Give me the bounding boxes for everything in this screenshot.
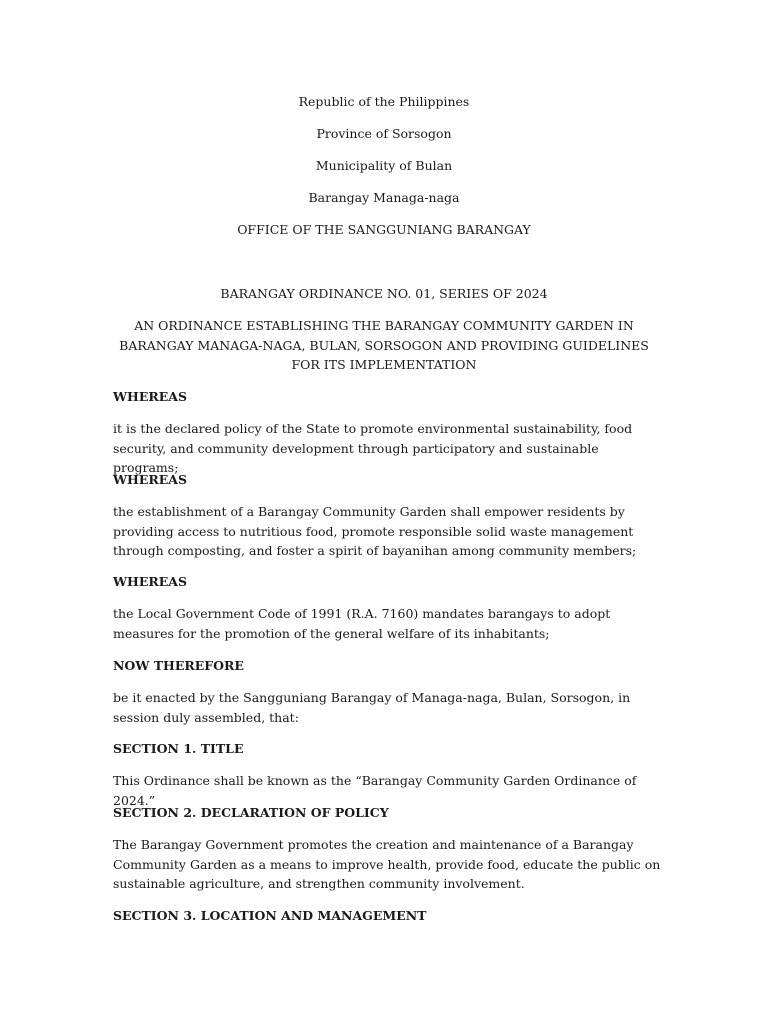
section-3-heading: SECTION 3. LOCATION AND MANAGEMENT	[113, 908, 427, 923]
letterhead-municipality: Municipality of Bulan	[315, 158, 453, 173]
section-1-text: This Ordinance shall be known as the “Barangay Community Garden Ordinance of 2024.”	[113, 773, 637, 808]
whereas-1-heading: WHEREAS	[113, 389, 188, 404]
whereas-3-heading: WHEREAS	[113, 574, 188, 589]
whereas-2-heading: WHEREAS	[113, 472, 188, 487]
letterhead-republic: Republic of the Philippines	[298, 94, 470, 109]
ordinance-number: BARANGAY ORDINANCE NO. 01, SERIES OF 2024	[220, 286, 548, 301]
section-2-text: The Barangay Government promotes the creation and maintenance of a Barangay Community Garden as a means to improve health, provide food, educate the public on sustainable agriculture, and strengthen community involvement.	[113, 837, 661, 891]
ordinance-title: AN ORDINANCE ESTABLISHING THE BARANGAY COMMUNITY GARDEN IN BARANGAY MANAGA-NAGA, BULAN, SORSOGON AND PROVIDING GUIDELINES FOR ITS IMPLEMENTATION	[119, 318, 649, 372]
section-2-heading: SECTION 2. DECLARATION OF POLICY	[113, 805, 389, 820]
letterhead-office: OFFICE OF THE SANGGUNIANG BARANGAY	[237, 222, 531, 237]
now-therefore-text: be it enacted by the Sangguniang Barangay of Managa-naga, Bulan, Sorsogon, in session duly assembled, that:	[113, 690, 631, 725]
whereas-2-text: the establishment of a Barangay Community Garden shall empower residents by providing access to nutritious food, promote responsible solid waste management through composting, and foster a spirit of bayanihan among community members;	[113, 504, 637, 558]
now-therefore-heading: NOW THEREFORE	[113, 658, 244, 673]
section-1-heading: SECTION 1. TITLE	[113, 741, 244, 756]
whereas-3-text: the Local Government Code of 1991 (R.A. 7160) mandates barangays to adopt measures for the promotion of the general welfare of its inhabitants;	[113, 606, 611, 641]
letterhead-province: Province of Sorsogon	[316, 126, 452, 141]
letterhead-barangay: Barangay Managa-naga	[308, 190, 460, 205]
whereas-1-text: it is the declared policy of the State to promote environmental sustainability, food security, and community development through participatory and sustainable programs;	[113, 421, 633, 475]
